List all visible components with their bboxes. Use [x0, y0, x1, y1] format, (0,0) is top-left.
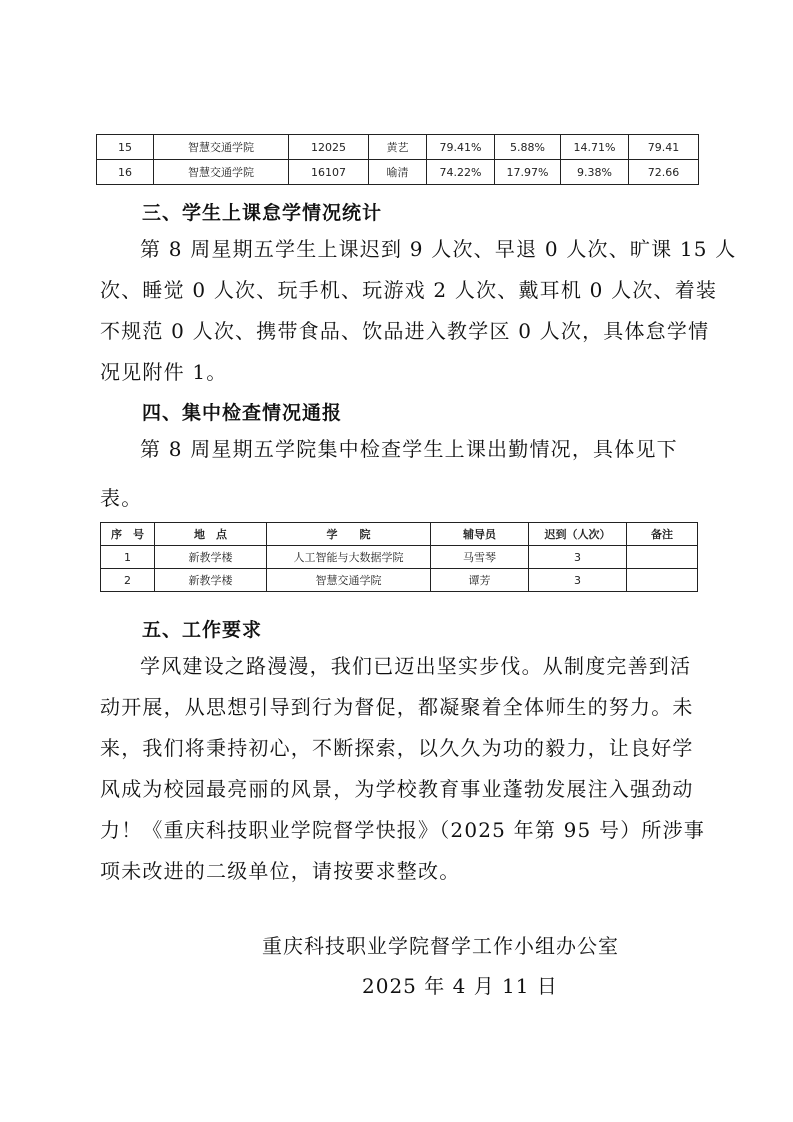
table-cell: 9.38% [561, 160, 629, 185]
table-row [101, 546, 698, 569]
table-cell: 15 [97, 135, 154, 160]
table-cell: 2 [101, 569, 155, 592]
paragraph-line: 不规范 0 人次、携带食品、饮品进入教学区 0 人次，具体怠学情 [100, 319, 710, 343]
paragraph-line: 风成为校园最亮丽的风景，为学校教育事业蓬勃发展注入强劲动 [100, 777, 694, 801]
column-header: 辅导员 [431, 523, 529, 546]
column-header: 序 号 [101, 523, 155, 546]
table-cell [627, 569, 698, 592]
signature-org: 重庆科技职业学院督学工作小组办公室 [262, 934, 619, 958]
paragraph-line: 第 8 周星期五学生上课迟到 9 人次、早退 0 人次、旷课 15 人 [140, 237, 737, 261]
column-header: 学 院 [267, 523, 431, 546]
table-cell: 智慧交通学院 [154, 160, 289, 185]
paragraph-line: 次、睡觉 0 人次、玩手机、玩游戏 2 人次、戴耳机 0 人次、着装 [100, 278, 718, 302]
section5-heading: 五、工作要求 [142, 619, 263, 641]
check-table [100, 522, 698, 592]
table-cell: 1 [101, 546, 155, 569]
table-cell: 74.22% [427, 160, 495, 185]
table-cell: 17.97% [495, 160, 561, 185]
section3-heading: 三、学生上课怠学情况统计 [142, 202, 383, 224]
table-cell: 79.41 [629, 135, 699, 160]
table-cell: 16107 [289, 160, 369, 185]
paragraph-line: 动开展，从思想引导到行为督促，都凝聚着全体师生的努力。未 [100, 695, 694, 719]
paragraph-line: 况见附件 1。 [100, 360, 228, 384]
table-cell: 马雪琴 [431, 546, 529, 569]
table-cell: 3 [529, 546, 627, 569]
table-cell: 喻清 [369, 160, 427, 185]
table-cell: 3 [529, 569, 627, 592]
table-cell: 智慧交通学院 [154, 135, 289, 160]
paragraph-line: 第 8 周星期五学院集中检查学生上课出勤情况，具体见下 [140, 437, 678, 461]
table-cell: 5.88% [495, 135, 561, 160]
column-header: 备注 [627, 523, 698, 546]
table-cell: 人工智能与大数据学院 [267, 546, 431, 569]
table-cell: 16 [97, 160, 154, 185]
score-table [96, 134, 699, 185]
table-row [97, 160, 699, 185]
table-cell: 79.41% [427, 135, 495, 160]
table-cell: 黄艺 [369, 135, 427, 160]
table-cell: 新教学楼 [155, 569, 267, 592]
table-cell: 12025 [289, 135, 369, 160]
paragraph-line: 力！《重庆科技职业学院督学快报》（2025 年第 95 号）所涉事 [100, 818, 706, 842]
table-cell: 14.71% [561, 135, 629, 160]
table-cell: 智慧交通学院 [267, 569, 431, 592]
table-cell: 谭芳 [431, 569, 529, 592]
section4-paragraph [100, 429, 700, 519]
table-header-row [101, 523, 698, 546]
column-header: 地 点 [155, 523, 267, 546]
table-row [101, 569, 698, 592]
paragraph-line: 项未改进的二级单位，请按要求整改。 [100, 859, 461, 883]
table-cell: 72.66 [629, 160, 699, 185]
table-row [97, 135, 699, 160]
section3-paragraph [100, 229, 737, 393]
section4-heading: 四、集中检查情况通报 [142, 402, 343, 424]
signature-date: 2025 年 4 月 11 日 [362, 974, 558, 998]
paragraph-line: 表。 [100, 486, 143, 510]
table-cell [627, 546, 698, 569]
section5-paragraph [100, 646, 706, 892]
paragraph-line: 学风建设之路漫漫，我们已迈出坚实步伐。从制度完善到活 [140, 654, 692, 678]
paragraph-line: 来，我们将秉持初心，不断探索，以久久为功的毅力，让良好学 [100, 736, 694, 760]
table-cell: 新教学楼 [155, 546, 267, 569]
column-header: 迟到（人次） [529, 523, 627, 546]
